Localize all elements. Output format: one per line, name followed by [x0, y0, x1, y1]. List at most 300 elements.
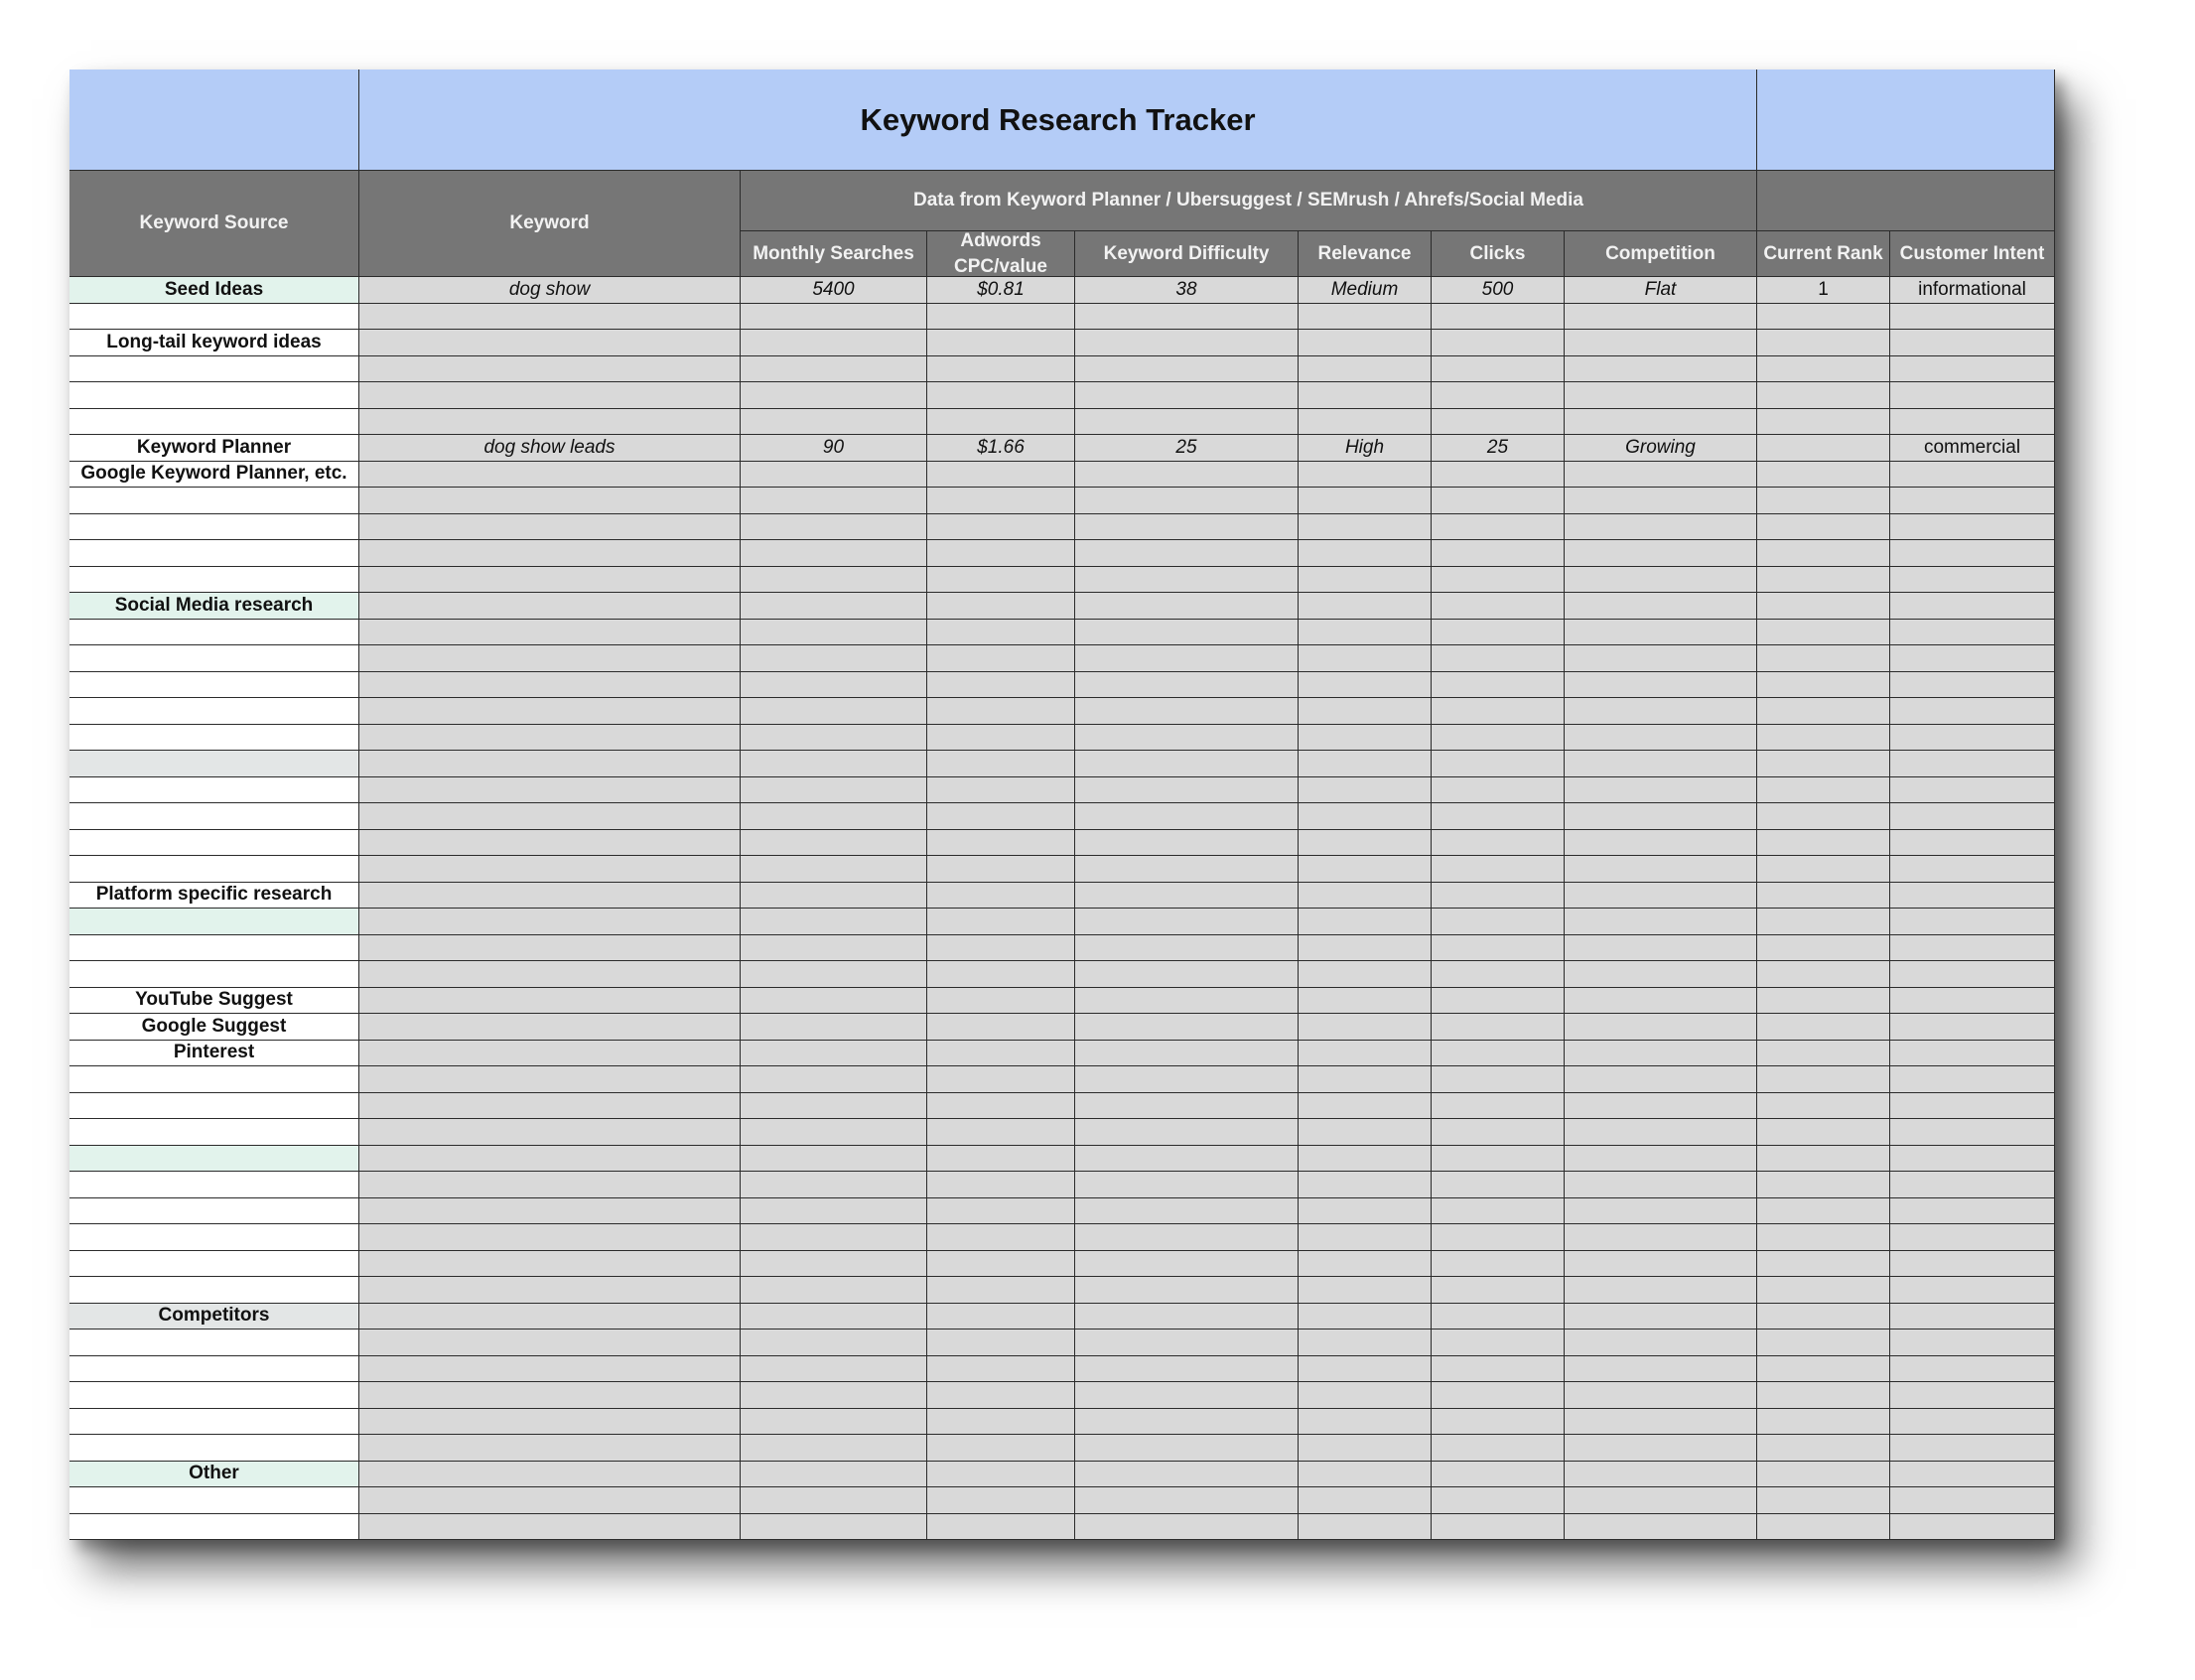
keyword-difficulty-cell[interactable]	[1075, 961, 1299, 988]
customer-intent-cell[interactable]	[1890, 1487, 2055, 1514]
relevance-cell[interactable]	[1299, 751, 1432, 777]
keyword-cell[interactable]	[359, 409, 741, 436]
header-blank-cell[interactable]	[1757, 171, 2055, 231]
relevance-cell[interactable]	[1299, 382, 1432, 409]
competition-cell[interactable]	[1565, 1487, 1757, 1514]
keyword-difficulty-cell[interactable]	[1075, 803, 1299, 830]
relevance-cell[interactable]	[1299, 645, 1432, 672]
clicks-cell[interactable]	[1432, 961, 1565, 988]
keyword-cell[interactable]	[359, 751, 741, 777]
keyword-source-cell[interactable]	[69, 1251, 359, 1278]
relevance-cell[interactable]: High	[1299, 435, 1432, 462]
relevance-cell[interactable]	[1299, 961, 1432, 988]
customer-intent-cell[interactable]	[1890, 1093, 2055, 1120]
keyword-difficulty-cell[interactable]	[1075, 909, 1299, 935]
relevance-cell[interactable]	[1299, 1356, 1432, 1383]
current-rank-cell[interactable]	[1757, 751, 1890, 777]
header-competition[interactable]: Competition	[1565, 231, 1757, 277]
competition-cell[interactable]	[1565, 988, 1757, 1015]
clicks-cell[interactable]	[1432, 488, 1565, 514]
adwords-cpc-cell[interactable]	[927, 1409, 1075, 1436]
current-rank-cell[interactable]	[1757, 1041, 1890, 1067]
current-rank-cell[interactable]	[1757, 1462, 1890, 1488]
keyword-source-cell[interactable]	[69, 830, 359, 857]
current-rank-cell[interactable]	[1757, 462, 1890, 489]
keyword-source-cell[interactable]	[69, 725, 359, 752]
relevance-cell[interactable]	[1299, 593, 1432, 620]
current-rank-cell[interactable]	[1757, 330, 1890, 356]
monthly-searches-cell[interactable]	[741, 698, 927, 725]
monthly-searches-cell[interactable]	[741, 593, 927, 620]
keyword-cell[interactable]	[359, 645, 741, 672]
competition-cell[interactable]	[1565, 1356, 1757, 1383]
competition-cell[interactable]	[1565, 1330, 1757, 1356]
monthly-searches-cell[interactable]	[741, 356, 927, 383]
monthly-searches-cell[interactable]	[741, 1462, 927, 1488]
adwords-cpc-cell[interactable]	[927, 935, 1075, 962]
adwords-cpc-cell[interactable]	[927, 988, 1075, 1015]
competition-cell[interactable]	[1565, 1041, 1757, 1067]
adwords-cpc-cell[interactable]	[927, 883, 1075, 910]
customer-intent-cell[interactable]	[1890, 751, 2055, 777]
keyword-difficulty-cell[interactable]	[1075, 856, 1299, 883]
clicks-cell[interactable]	[1432, 1041, 1565, 1067]
relevance-cell[interactable]	[1299, 1119, 1432, 1146]
clicks-cell[interactable]	[1432, 1435, 1565, 1462]
keyword-cell[interactable]	[359, 304, 741, 331]
customer-intent-cell[interactable]	[1890, 462, 2055, 489]
relevance-cell[interactable]	[1299, 1014, 1432, 1041]
clicks-cell[interactable]: 25	[1432, 435, 1565, 462]
keyword-cell[interactable]	[359, 1251, 741, 1278]
adwords-cpc-cell[interactable]	[927, 567, 1075, 594]
keyword-source-cell[interactable]	[69, 1224, 359, 1251]
competition-cell[interactable]	[1565, 1409, 1757, 1436]
adwords-cpc-cell[interactable]	[927, 620, 1075, 646]
monthly-searches-cell[interactable]	[741, 1382, 927, 1409]
adwords-cpc-cell[interactable]	[927, 330, 1075, 356]
keyword-difficulty-cell[interactable]	[1075, 1224, 1299, 1251]
competition-cell[interactable]	[1565, 1277, 1757, 1304]
keyword-difficulty-cell[interactable]	[1075, 1382, 1299, 1409]
current-rank-cell[interactable]	[1757, 935, 1890, 962]
keyword-cell[interactable]: dog show leads	[359, 435, 741, 462]
keyword-cell[interactable]	[359, 540, 741, 567]
keyword-cell[interactable]	[359, 988, 741, 1015]
competition-cell[interactable]	[1565, 1146, 1757, 1173]
monthly-searches-cell[interactable]	[741, 777, 927, 804]
current-rank-cell[interactable]	[1757, 725, 1890, 752]
keyword-source-cell[interactable]	[69, 567, 359, 594]
keyword-cell[interactable]	[359, 1462, 741, 1488]
keyword-difficulty-cell[interactable]	[1075, 1304, 1299, 1330]
clicks-cell[interactable]	[1432, 514, 1565, 541]
current-rank-cell[interactable]	[1757, 1514, 1890, 1541]
current-rank-cell[interactable]	[1757, 382, 1890, 409]
monthly-searches-cell[interactable]	[741, 382, 927, 409]
current-rank-cell[interactable]	[1757, 1066, 1890, 1093]
adwords-cpc-cell[interactable]	[927, 698, 1075, 725]
keyword-cell[interactable]	[359, 1146, 741, 1173]
keyword-source-cell[interactable]	[69, 751, 359, 777]
adwords-cpc-cell[interactable]	[927, 593, 1075, 620]
relevance-cell[interactable]	[1299, 567, 1432, 594]
keyword-difficulty-cell[interactable]	[1075, 1409, 1299, 1436]
clicks-cell[interactable]	[1432, 725, 1565, 752]
customer-intent-cell[interactable]	[1890, 883, 2055, 910]
clicks-cell[interactable]	[1432, 803, 1565, 830]
keyword-difficulty-cell[interactable]	[1075, 1487, 1299, 1514]
competition-cell[interactable]	[1565, 856, 1757, 883]
current-rank-cell[interactable]	[1757, 988, 1890, 1015]
keyword-source-cell[interactable]	[69, 672, 359, 699]
monthly-searches-cell[interactable]	[741, 462, 927, 489]
title-right-cell[interactable]	[1757, 70, 2055, 171]
relevance-cell[interactable]	[1299, 330, 1432, 356]
adwords-cpc-cell[interactable]	[927, 645, 1075, 672]
keyword-source-cell[interactable]	[69, 1146, 359, 1173]
monthly-searches-cell[interactable]	[741, 514, 927, 541]
keyword-difficulty-cell[interactable]	[1075, 645, 1299, 672]
current-rank-cell[interactable]	[1757, 883, 1890, 910]
keyword-difficulty-cell[interactable]	[1075, 1198, 1299, 1225]
adwords-cpc-cell[interactable]	[927, 777, 1075, 804]
keyword-cell[interactable]	[359, 356, 741, 383]
adwords-cpc-cell[interactable]	[927, 304, 1075, 331]
keyword-source-cell[interactable]: Other	[69, 1462, 359, 1488]
adwords-cpc-cell[interactable]	[927, 961, 1075, 988]
keyword-source-cell[interactable]	[69, 645, 359, 672]
customer-intent-cell[interactable]	[1890, 1304, 2055, 1330]
customer-intent-cell[interactable]	[1890, 803, 2055, 830]
current-rank-cell[interactable]	[1757, 304, 1890, 331]
customer-intent-cell[interactable]: commercial	[1890, 435, 2055, 462]
relevance-cell[interactable]	[1299, 672, 1432, 699]
clicks-cell[interactable]	[1432, 593, 1565, 620]
competition-cell[interactable]	[1565, 1304, 1757, 1330]
clicks-cell[interactable]	[1432, 382, 1565, 409]
keyword-cell[interactable]	[359, 961, 741, 988]
keyword-source-cell[interactable]	[69, 935, 359, 962]
relevance-cell[interactable]	[1299, 488, 1432, 514]
current-rank-cell[interactable]	[1757, 593, 1890, 620]
header-keyword[interactable]: Keyword	[359, 171, 741, 277]
keyword-source-cell[interactable]: Google Keyword Planner, etc.	[69, 462, 359, 489]
current-rank-cell[interactable]	[1757, 1014, 1890, 1041]
monthly-searches-cell[interactable]	[741, 751, 927, 777]
monthly-searches-cell[interactable]	[741, 1277, 927, 1304]
adwords-cpc-cell[interactable]: $1.66	[927, 435, 1075, 462]
adwords-cpc-cell[interactable]	[927, 1435, 1075, 1462]
adwords-cpc-cell[interactable]	[927, 382, 1075, 409]
relevance-cell[interactable]: Medium	[1299, 277, 1432, 304]
competition-cell[interactable]	[1565, 883, 1757, 910]
customer-intent-cell[interactable]	[1890, 409, 2055, 436]
keyword-difficulty-cell[interactable]	[1075, 1277, 1299, 1304]
monthly-searches-cell[interactable]	[741, 1330, 927, 1356]
keyword-difficulty-cell[interactable]	[1075, 777, 1299, 804]
keyword-source-cell[interactable]	[69, 961, 359, 988]
keyword-source-cell[interactable]: Seed Ideas	[69, 277, 359, 304]
keyword-cell[interactable]	[359, 1066, 741, 1093]
relevance-cell[interactable]	[1299, 1066, 1432, 1093]
competition-cell[interactable]: Growing	[1565, 435, 1757, 462]
clicks-cell[interactable]	[1432, 1382, 1565, 1409]
current-rank-cell[interactable]: 1	[1757, 277, 1890, 304]
current-rank-cell[interactable]	[1757, 698, 1890, 725]
keyword-cell[interactable]	[359, 1382, 741, 1409]
customer-intent-cell[interactable]	[1890, 1462, 2055, 1488]
clicks-cell[interactable]	[1432, 1014, 1565, 1041]
keyword-difficulty-cell[interactable]	[1075, 751, 1299, 777]
keyword-cell[interactable]	[359, 620, 741, 646]
competition-cell[interactable]	[1565, 593, 1757, 620]
competition-cell[interactable]	[1565, 514, 1757, 541]
adwords-cpc-cell[interactable]	[927, 1119, 1075, 1146]
customer-intent-cell[interactable]	[1890, 672, 2055, 699]
relevance-cell[interactable]	[1299, 1198, 1432, 1225]
keyword-source-cell[interactable]	[69, 1093, 359, 1120]
header-keyword-source[interactable]: Keyword Source	[69, 171, 359, 277]
current-rank-cell[interactable]	[1757, 1435, 1890, 1462]
clicks-cell[interactable]	[1432, 1251, 1565, 1278]
relevance-cell[interactable]	[1299, 777, 1432, 804]
clicks-cell[interactable]	[1432, 567, 1565, 594]
keyword-difficulty-cell[interactable]	[1075, 1119, 1299, 1146]
adwords-cpc-cell[interactable]	[927, 462, 1075, 489]
keyword-source-cell[interactable]	[69, 1330, 359, 1356]
keyword-cell[interactable]	[359, 1304, 741, 1330]
adwords-cpc-cell[interactable]	[927, 488, 1075, 514]
monthly-searches-cell[interactable]: 5400	[741, 277, 927, 304]
keyword-difficulty-cell[interactable]	[1075, 304, 1299, 331]
monthly-searches-cell[interactable]: 90	[741, 435, 927, 462]
adwords-cpc-cell[interactable]	[927, 1462, 1075, 1488]
customer-intent-cell[interactable]	[1890, 988, 2055, 1015]
clicks-cell[interactable]	[1432, 330, 1565, 356]
adwords-cpc-cell[interactable]	[927, 1382, 1075, 1409]
keyword-difficulty-cell[interactable]	[1075, 1435, 1299, 1462]
adwords-cpc-cell[interactable]	[927, 1093, 1075, 1120]
keyword-source-cell[interactable]	[69, 856, 359, 883]
current-rank-cell[interactable]	[1757, 1172, 1890, 1198]
keyword-source-cell[interactable]	[69, 698, 359, 725]
clicks-cell[interactable]	[1432, 856, 1565, 883]
clicks-cell[interactable]	[1432, 751, 1565, 777]
clicks-cell[interactable]	[1432, 1330, 1565, 1356]
clicks-cell[interactable]	[1432, 1356, 1565, 1383]
keyword-cell[interactable]	[359, 856, 741, 883]
keyword-cell[interactable]	[359, 698, 741, 725]
keyword-source-cell[interactable]	[69, 382, 359, 409]
customer-intent-cell[interactable]	[1890, 620, 2055, 646]
current-rank-cell[interactable]	[1757, 1409, 1890, 1436]
monthly-searches-cell[interactable]	[741, 935, 927, 962]
keyword-source-cell[interactable]	[69, 1382, 359, 1409]
competition-cell[interactable]	[1565, 1119, 1757, 1146]
monthly-searches-cell[interactable]	[741, 304, 927, 331]
monthly-searches-cell[interactable]	[741, 672, 927, 699]
customer-intent-cell[interactable]	[1890, 356, 2055, 383]
keyword-cell[interactable]	[359, 909, 741, 935]
monthly-searches-cell[interactable]	[741, 620, 927, 646]
competition-cell[interactable]	[1565, 567, 1757, 594]
monthly-searches-cell[interactable]	[741, 1514, 927, 1541]
keyword-cell[interactable]	[359, 1514, 741, 1541]
customer-intent-cell[interactable]	[1890, 1409, 2055, 1436]
keyword-source-cell[interactable]: Google Suggest	[69, 1014, 359, 1041]
monthly-searches-cell[interactable]	[741, 725, 927, 752]
competition-cell[interactable]	[1565, 1014, 1757, 1041]
customer-intent-cell[interactable]	[1890, 1514, 2055, 1541]
current-rank-cell[interactable]	[1757, 1251, 1890, 1278]
current-rank-cell[interactable]	[1757, 1119, 1890, 1146]
keyword-cell[interactable]	[359, 1172, 741, 1198]
keyword-difficulty-cell[interactable]	[1075, 567, 1299, 594]
customer-intent-cell[interactable]	[1890, 1356, 2055, 1383]
customer-intent-cell[interactable]	[1890, 1146, 2055, 1173]
keyword-cell[interactable]	[359, 488, 741, 514]
keyword-difficulty-cell[interactable]	[1075, 1356, 1299, 1383]
monthly-searches-cell[interactable]	[741, 961, 927, 988]
customer-intent-cell[interactable]	[1890, 382, 2055, 409]
relevance-cell[interactable]	[1299, 1409, 1432, 1436]
current-rank-cell[interactable]	[1757, 856, 1890, 883]
keyword-difficulty-cell[interactable]	[1075, 409, 1299, 436]
adwords-cpc-cell[interactable]	[927, 856, 1075, 883]
keyword-cell[interactable]	[359, 1198, 741, 1225]
current-rank-cell[interactable]	[1757, 777, 1890, 804]
keyword-cell[interactable]	[359, 1224, 741, 1251]
competition-cell[interactable]	[1565, 1172, 1757, 1198]
clicks-cell[interactable]	[1432, 830, 1565, 857]
monthly-searches-cell[interactable]	[741, 1119, 927, 1146]
monthly-searches-cell[interactable]	[741, 567, 927, 594]
keyword-difficulty-cell[interactable]	[1075, 1172, 1299, 1198]
current-rank-cell[interactable]	[1757, 1224, 1890, 1251]
keyword-source-cell[interactable]	[69, 1514, 359, 1541]
adwords-cpc-cell[interactable]	[927, 1330, 1075, 1356]
adwords-cpc-cell[interactable]	[927, 409, 1075, 436]
header-adwords-cpc[interactable]: Adwords CPC/value	[927, 231, 1075, 277]
current-rank-cell[interactable]	[1757, 540, 1890, 567]
competition-cell[interactable]	[1565, 409, 1757, 436]
adwords-cpc-cell[interactable]	[927, 1041, 1075, 1067]
clicks-cell[interactable]	[1432, 645, 1565, 672]
current-rank-cell[interactable]	[1757, 356, 1890, 383]
customer-intent-cell[interactable]	[1890, 1251, 2055, 1278]
keyword-source-cell[interactable]	[69, 1172, 359, 1198]
current-rank-cell[interactable]	[1757, 909, 1890, 935]
keyword-difficulty-cell[interactable]	[1075, 1514, 1299, 1541]
monthly-searches-cell[interactable]	[741, 883, 927, 910]
clicks-cell[interactable]	[1432, 1066, 1565, 1093]
keyword-source-cell[interactable]	[69, 803, 359, 830]
customer-intent-cell[interactable]	[1890, 830, 2055, 857]
adwords-cpc-cell[interactable]	[927, 356, 1075, 383]
customer-intent-cell[interactable]	[1890, 909, 2055, 935]
keyword-difficulty-cell[interactable]	[1075, 330, 1299, 356]
keyword-cell[interactable]	[359, 1356, 741, 1383]
adwords-cpc-cell[interactable]	[927, 1014, 1075, 1041]
competition-cell[interactable]	[1565, 462, 1757, 489]
keyword-cell[interactable]	[359, 382, 741, 409]
current-rank-cell[interactable]	[1757, 620, 1890, 646]
keyword-source-cell[interactable]	[69, 409, 359, 436]
keyword-difficulty-cell[interactable]	[1075, 1251, 1299, 1278]
keyword-cell[interactable]	[359, 1277, 741, 1304]
keyword-difficulty-cell[interactable]: 38	[1075, 277, 1299, 304]
keyword-difficulty-cell[interactable]	[1075, 462, 1299, 489]
relevance-cell[interactable]	[1299, 1251, 1432, 1278]
keyword-cell[interactable]	[359, 1119, 741, 1146]
keyword-difficulty-cell[interactable]	[1075, 488, 1299, 514]
competition-cell[interactable]	[1565, 356, 1757, 383]
current-rank-cell[interactable]	[1757, 1487, 1890, 1514]
keyword-difficulty-cell[interactable]	[1075, 1462, 1299, 1488]
competition-cell[interactable]	[1565, 488, 1757, 514]
competition-cell[interactable]	[1565, 1224, 1757, 1251]
monthly-searches-cell[interactable]	[741, 540, 927, 567]
adwords-cpc-cell[interactable]	[927, 1224, 1075, 1251]
keyword-source-cell[interactable]	[69, 1409, 359, 1436]
header-relevance[interactable]: Relevance	[1299, 231, 1432, 277]
competition-cell[interactable]	[1565, 1093, 1757, 1120]
customer-intent-cell[interactable]	[1890, 856, 2055, 883]
relevance-cell[interactable]	[1299, 462, 1432, 489]
competition-cell[interactable]	[1565, 909, 1757, 935]
current-rank-cell[interactable]	[1757, 961, 1890, 988]
relevance-cell[interactable]	[1299, 1146, 1432, 1173]
relevance-cell[interactable]	[1299, 988, 1432, 1015]
current-rank-cell[interactable]	[1757, 672, 1890, 699]
competition-cell[interactable]	[1565, 382, 1757, 409]
customer-intent-cell[interactable]	[1890, 1041, 2055, 1067]
keyword-source-cell[interactable]: Long-tail keyword ideas	[69, 330, 359, 356]
keyword-source-cell[interactable]: Social Media research	[69, 593, 359, 620]
keyword-source-cell[interactable]	[69, 540, 359, 567]
keyword-difficulty-cell[interactable]	[1075, 1041, 1299, 1067]
competition-cell[interactable]	[1565, 698, 1757, 725]
competition-cell[interactable]	[1565, 1462, 1757, 1488]
competition-cell[interactable]	[1565, 645, 1757, 672]
adwords-cpc-cell[interactable]	[927, 725, 1075, 752]
monthly-searches-cell[interactable]	[741, 830, 927, 857]
adwords-cpc-cell[interactable]	[927, 1146, 1075, 1173]
keyword-difficulty-cell[interactable]	[1075, 830, 1299, 857]
clicks-cell[interactable]	[1432, 883, 1565, 910]
relevance-cell[interactable]	[1299, 830, 1432, 857]
customer-intent-cell[interactable]	[1890, 935, 2055, 962]
adwords-cpc-cell[interactable]	[927, 909, 1075, 935]
keyword-cell[interactable]	[359, 883, 741, 910]
customer-intent-cell[interactable]	[1890, 777, 2055, 804]
keyword-difficulty-cell[interactable]	[1075, 935, 1299, 962]
relevance-cell[interactable]	[1299, 1172, 1432, 1198]
adwords-cpc-cell[interactable]: $0.81	[927, 277, 1075, 304]
customer-intent-cell[interactable]	[1890, 1119, 2055, 1146]
competition-cell[interactable]	[1565, 961, 1757, 988]
keyword-difficulty-cell[interactable]	[1075, 593, 1299, 620]
customer-intent-cell[interactable]	[1890, 1172, 2055, 1198]
keyword-cell[interactable]	[359, 567, 741, 594]
relevance-cell[interactable]	[1299, 540, 1432, 567]
relevance-cell[interactable]	[1299, 1093, 1432, 1120]
keyword-source-cell[interactable]	[69, 356, 359, 383]
relevance-cell[interactable]	[1299, 620, 1432, 646]
adwords-cpc-cell[interactable]	[927, 672, 1075, 699]
relevance-cell[interactable]	[1299, 1382, 1432, 1409]
